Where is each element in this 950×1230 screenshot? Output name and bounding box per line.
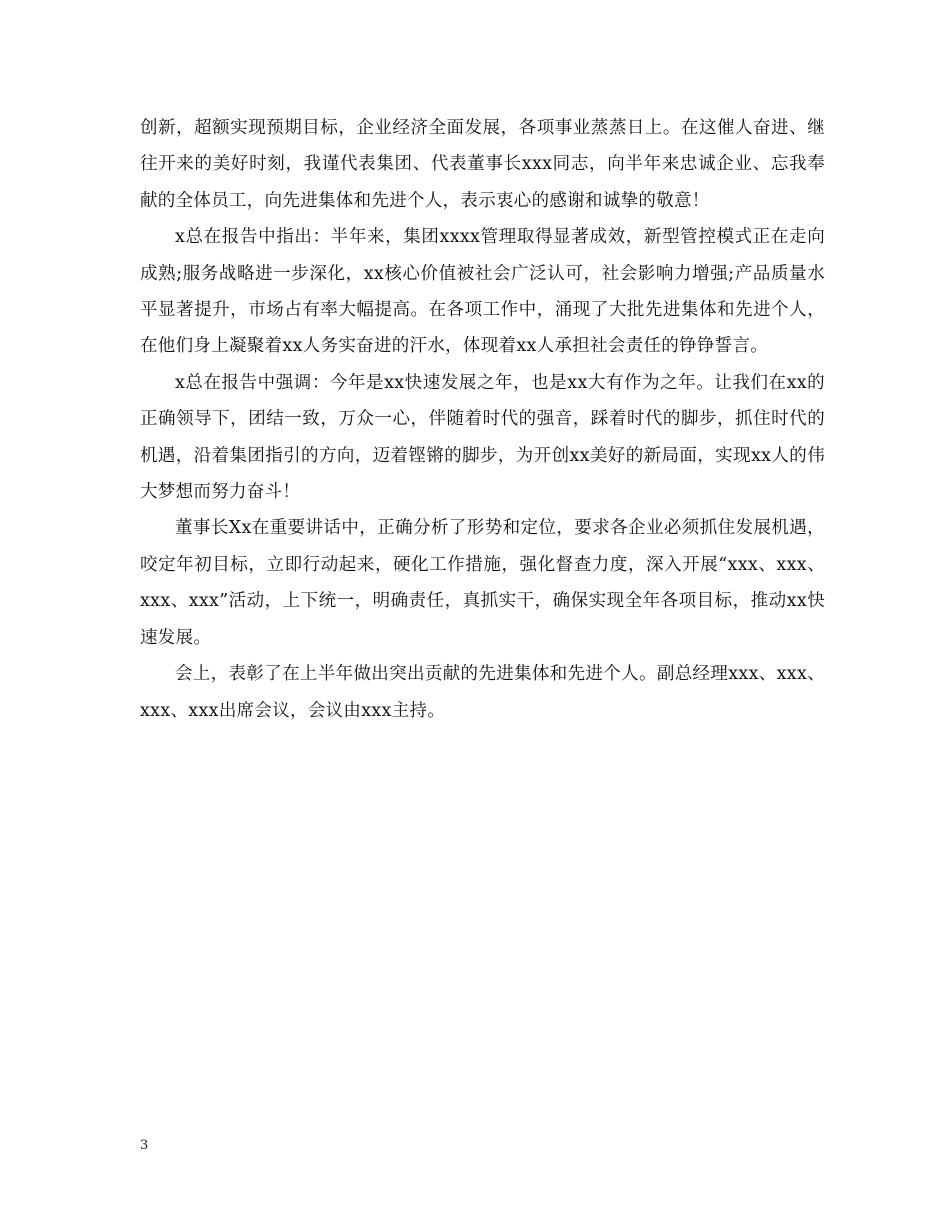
paragraph-5: 会上，表彰了在上半年做出突出贡献的先进集体和先进个人。副总经理xxx、xxx、xxx、xxx出席会议，会议由xxx主持。	[140, 664, 825, 721]
paragraph-3: x总在报告中强调：今年是xx快速发展之年，也是xx大有作为之年。让我们在xx的正确领导下，团结一致，万众一心，伴随着时代的强音，踩着时代的脚步，抓住时代的机遇，沿着集团指引的方向，迈着铿锵的脚步，为开创xx美好的新局面，实现xx人的伟大梦想而努力奋斗！	[140, 372, 825, 503]
paragraph-4: 董事长Xx在重要讲话中，正确分析了形势和定位，要求各企业必须抓住发展机遇，咬定年初目标，立即行动起来，硬化工作措施，强化督查力度，深入开展“xxx、xxx、xxx、xxx”活动，上下统一，明确责任，真抓实干，确保实现全年各项目标，推动xx快速发展。	[140, 518, 825, 648]
document-body	[140, 110, 825, 729]
page-number: 3	[140, 1138, 149, 1153]
paragraph-1: 创新，超额实现预期目标，企业经济全面发展，各项事业蒸蒸日上。在这催人奋进、继往开来的美好时刻，我谨代表集团、代表董事长xxx同志，向半年来忠诚企业、忘我奉献的全体员工，向先进集体和先进个人，表示衷心的感谢和诚挚的敬意！	[140, 118, 825, 211]
paragraph-2: x总在报告中指出：半年来，集团xxxx管理取得显著成效，新型管控模式正在走向成熟;服务战略进一步深化，xx核心价值被社会广泛认可，社会影响力增强;产品质量水平显著提升，市场占有率大幅提高。在各项工作中，涌现了大批先进集体和先进个人，在他们身上凝聚着xx人务实奋进的汗水，体现着xx人承担社会责任的铮铮誓言。	[140, 227, 825, 357]
